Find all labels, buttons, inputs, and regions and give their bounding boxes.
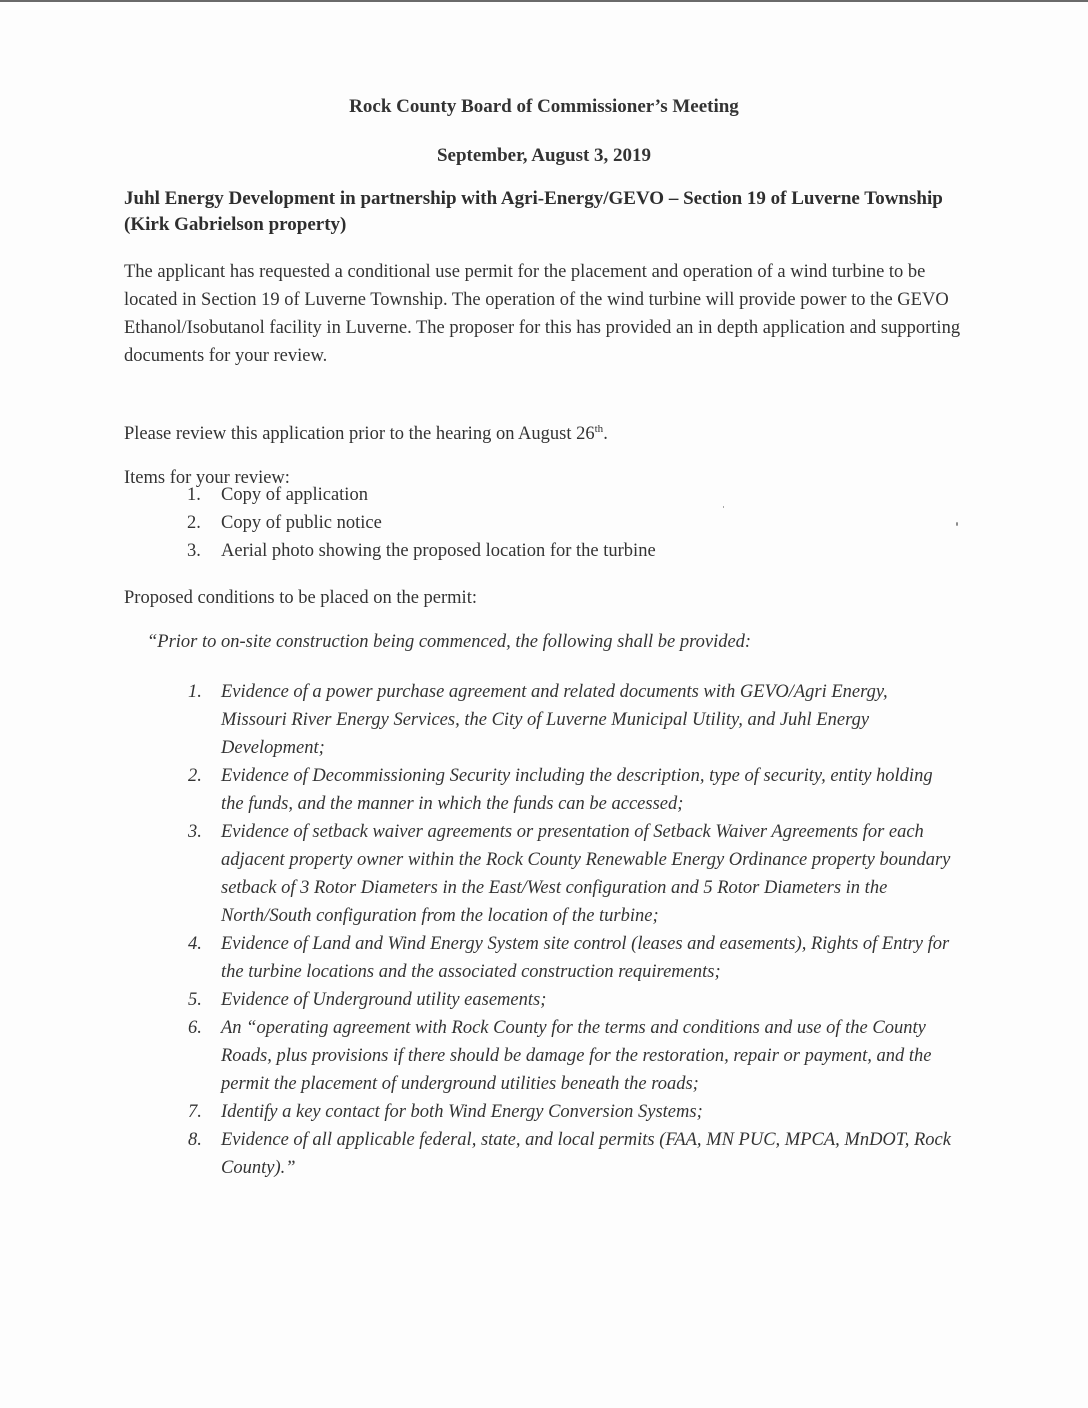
condition-item xyxy=(188,930,958,986)
review-item xyxy=(187,481,887,509)
condition-number: 4. xyxy=(188,934,202,954)
review-item-text: Aerial photo showing the proposed location for the turbine xyxy=(221,541,656,561)
review-item-text: Copy of public notice xyxy=(221,513,382,533)
review-item-text: Copy of application xyxy=(221,485,368,505)
review-item-number: 2. xyxy=(187,513,201,533)
review-item-number: 1. xyxy=(187,485,201,505)
condition-number: 5. xyxy=(188,990,202,1010)
scan-speck xyxy=(723,506,724,508)
condition-number: 1. xyxy=(188,682,202,702)
subject-heading: Juhl Energy Development in partnership with Agri-Energy/GEVO – Section 19 of Luverne Township (Kirk Gabrielson property) xyxy=(124,188,943,235)
document-title: Rock County Board of Commissioner’s Meeting xyxy=(349,96,739,117)
review-item xyxy=(187,537,887,565)
condition-text: Evidence of all applicable federal, state, and local permits (FAA, MN PUC, MPCA, MnDOT, Rock County).” xyxy=(221,1130,951,1178)
conditions-intro: “Prior to on-site construction being commenced, the following shall be provided: xyxy=(147,632,752,652)
condition-text: An “operating agreement with Rock County for the terms and conditions and use of the County Roads, plus provisions if there should be damage for the restoration, repair or payment, and the permit the placement of underground utilities beneath the roads; xyxy=(221,1018,932,1094)
meeting-date: September, August 3, 2019 xyxy=(436,145,652,166)
condition-item xyxy=(188,1126,958,1182)
condition-item xyxy=(188,1014,958,1098)
review-request-text: Please review this application prior to the hearing on August 26 xyxy=(124,424,595,444)
condition-text: Evidence of a power purchase agreement and related documents with GEVO/Agri Energy, Missouri River Energy Services, the City of Luverne Municipal Utility, and Juhl Energy Development; xyxy=(221,682,888,758)
condition-number: 3. xyxy=(188,822,202,842)
condition-item xyxy=(188,678,958,762)
condition-text: Evidence of Underground utility easements; xyxy=(221,990,547,1010)
review-items-list xyxy=(187,481,887,565)
review-request xyxy=(124,420,964,448)
scan-speck xyxy=(956,522,958,526)
condition-number: 8. xyxy=(188,1130,202,1150)
condition-number: 6. xyxy=(188,1018,202,1038)
review-request-superscript: th xyxy=(594,422,604,435)
condition-item xyxy=(188,818,958,930)
condition-text: Evidence of Decommissioning Security including the description, type of security, entity holding the funds, and the manner in which the funds can be accessed; xyxy=(221,766,933,814)
condition-number: 7. xyxy=(188,1102,202,1122)
condition-text: Evidence of Land and Wind Energy System site control (leases and easements), Rights of Entry for the turbine locations and the associated construction requirements; xyxy=(221,934,950,982)
condition-item xyxy=(188,986,958,1014)
condition-item xyxy=(188,1098,958,1126)
intro-paragraph: The applicant has requested a conditional use permit for the placement and operation of a wind turbine to be located in Section 19 of Luverne Township. The operation of the wind turbine will provide power to the GEVO Ethanol/Isobutanol facility in Luverne. The proposer for this has provided an in depth application and supporting documents for your review. xyxy=(124,262,961,366)
condition-text: Identify a key contact for both Wind Energy Conversion Systems; xyxy=(221,1102,703,1122)
review-item xyxy=(187,509,887,537)
conditions-heading: Proposed conditions to be placed on the permit: xyxy=(124,588,477,608)
conditions-list xyxy=(188,678,958,1182)
condition-number: 2. xyxy=(188,766,202,786)
condition-item xyxy=(188,762,958,818)
review-item-number: 3. xyxy=(187,541,201,561)
items-heading: Items for your review: xyxy=(124,468,290,488)
condition-text: Evidence of setback waiver agreements or presentation of Setback Waiver Agreements for each adjacent property owner within the Rock County Renewable Energy Ordinance property boundary setback of 3 Rotor Diameters in the East/West configuration and 5 Rotor Diameters in the North/South configuration from the location of the turbine; xyxy=(221,822,951,926)
review-request-end: . xyxy=(603,424,608,444)
scan-top-border xyxy=(0,0,1088,2)
